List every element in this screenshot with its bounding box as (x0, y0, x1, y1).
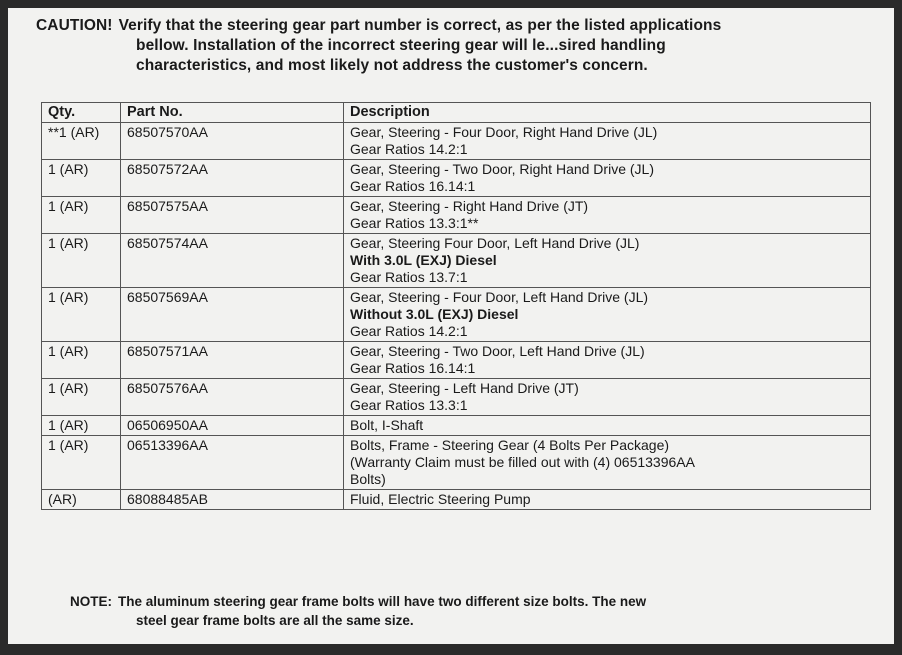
caution-label: CAUTION! (36, 17, 113, 34)
table-header-row (42, 103, 871, 123)
qty-cell: 1 (AR) (42, 436, 121, 490)
description-line: Gear Ratios 16.14:1 (350, 178, 476, 194)
description-line: With 3.0L (EXJ) Diesel (350, 252, 497, 268)
part-number-cell: 06513396AA (121, 436, 344, 490)
table-row (42, 416, 871, 436)
document-page (8, 8, 894, 644)
description-line: Bolt, I-Shaft (350, 417, 424, 433)
table-row (42, 197, 871, 234)
table-row (42, 490, 871, 510)
description-line: Without 3.0L (EXJ) Diesel (350, 306, 519, 322)
qty-cell: 1 (AR) (42, 379, 121, 416)
caution-line-2: bellow. Installation of the incorrect steering gear will le...sired handling (136, 37, 666, 54)
description-line: Gear, Steering - Left Hand Drive (JT) (350, 380, 579, 396)
description-line: Gear, Steering Four Door, Left Hand Drive (JL) (350, 235, 640, 251)
qty-cell: 1 (AR) (42, 160, 121, 197)
qty-cell: 1 (AR) (42, 288, 121, 342)
header-description: Description (344, 103, 871, 123)
description-cell (344, 342, 871, 379)
description-line: Bolts, Frame - Steering Gear (4 Bolts Per Package) (350, 437, 670, 453)
note-block (70, 592, 850, 630)
qty-cell: (AR) (42, 490, 121, 510)
part-number-cell: 68507572AA (121, 160, 344, 197)
description-cell (344, 123, 871, 160)
table-row (42, 379, 871, 416)
table-row (42, 160, 871, 197)
table-row (42, 123, 871, 160)
qty-cell: **1 (AR) (42, 123, 121, 160)
description-line: Gear Ratios 13.7:1 (350, 269, 468, 285)
caution-line-3: characteristics, and most likely not address the customer's concern. (136, 57, 648, 74)
header-part-no: Part No. (121, 103, 344, 123)
qty-cell: 1 (AR) (42, 234, 121, 288)
description-line: Fluid, Electric Steering Pump (350, 491, 531, 507)
description-line: Gear Ratios 16.14:1 (350, 360, 476, 376)
description-line: Gear, Steering - Two Door, Left Hand Drive (JL) (350, 343, 645, 359)
parts-table-body (42, 123, 871, 510)
description-line: Gear Ratios 14.2:1 (350, 323, 468, 339)
note-line-1: The aluminum steering gear frame bolts will have two different size bolts. The new (118, 594, 647, 609)
caution-block (36, 16, 876, 76)
description-line: Gear, Steering - Four Door, Right Hand Drive (JL) (350, 124, 658, 140)
description-cell (344, 288, 871, 342)
part-number-cell: 68507576AA (121, 379, 344, 416)
description-cell (344, 416, 871, 436)
description-cell (344, 436, 871, 490)
part-number-cell: 68507570AA (121, 123, 344, 160)
description-line: Gear, Steering - Two Door, Right Hand Drive (JL) (350, 161, 654, 177)
description-line: Bolts) (350, 471, 386, 487)
description-line: (Warranty Claim must be filled out with (4) 06513396AA (350, 454, 695, 470)
description-line: Gear Ratios 13.3:1** (350, 215, 479, 231)
qty-cell: 1 (AR) (42, 416, 121, 436)
part-number-cell: 68507574AA (121, 234, 344, 288)
qty-cell: 1 (AR) (42, 342, 121, 379)
description-cell (344, 234, 871, 288)
description-line: Gear Ratios 13.3:1 (350, 397, 468, 413)
table-row (42, 288, 871, 342)
part-number-cell: 68507569AA (121, 288, 344, 342)
table-row (42, 234, 871, 288)
part-number-cell: 06506950AA (121, 416, 344, 436)
description-cell (344, 490, 871, 510)
note-label: NOTE: (70, 594, 112, 609)
description-cell (344, 197, 871, 234)
table-row (42, 342, 871, 379)
table-row (42, 436, 871, 490)
part-number-cell: 68088485AB (121, 490, 344, 510)
qty-cell: 1 (AR) (42, 197, 121, 234)
description-line: Gear Ratios 14.2:1 (350, 141, 468, 157)
description-line: Gear, Steering - Right Hand Drive (JT) (350, 198, 589, 214)
header-qty: Qty. (42, 103, 121, 123)
caution-line-1: Verify that the steering gear part number is correct, as per the listed applications (118, 17, 722, 34)
description-cell (344, 379, 871, 416)
part-number-cell: 68507571AA (121, 342, 344, 379)
description-line: Gear, Steering - Four Door, Left Hand Drive (JL) (350, 289, 649, 305)
part-number-cell: 68507575AA (121, 197, 344, 234)
note-line-2: steel gear frame bolts are all the same size. (136, 613, 414, 628)
parts-table (41, 102, 871, 510)
description-cell (344, 160, 871, 197)
